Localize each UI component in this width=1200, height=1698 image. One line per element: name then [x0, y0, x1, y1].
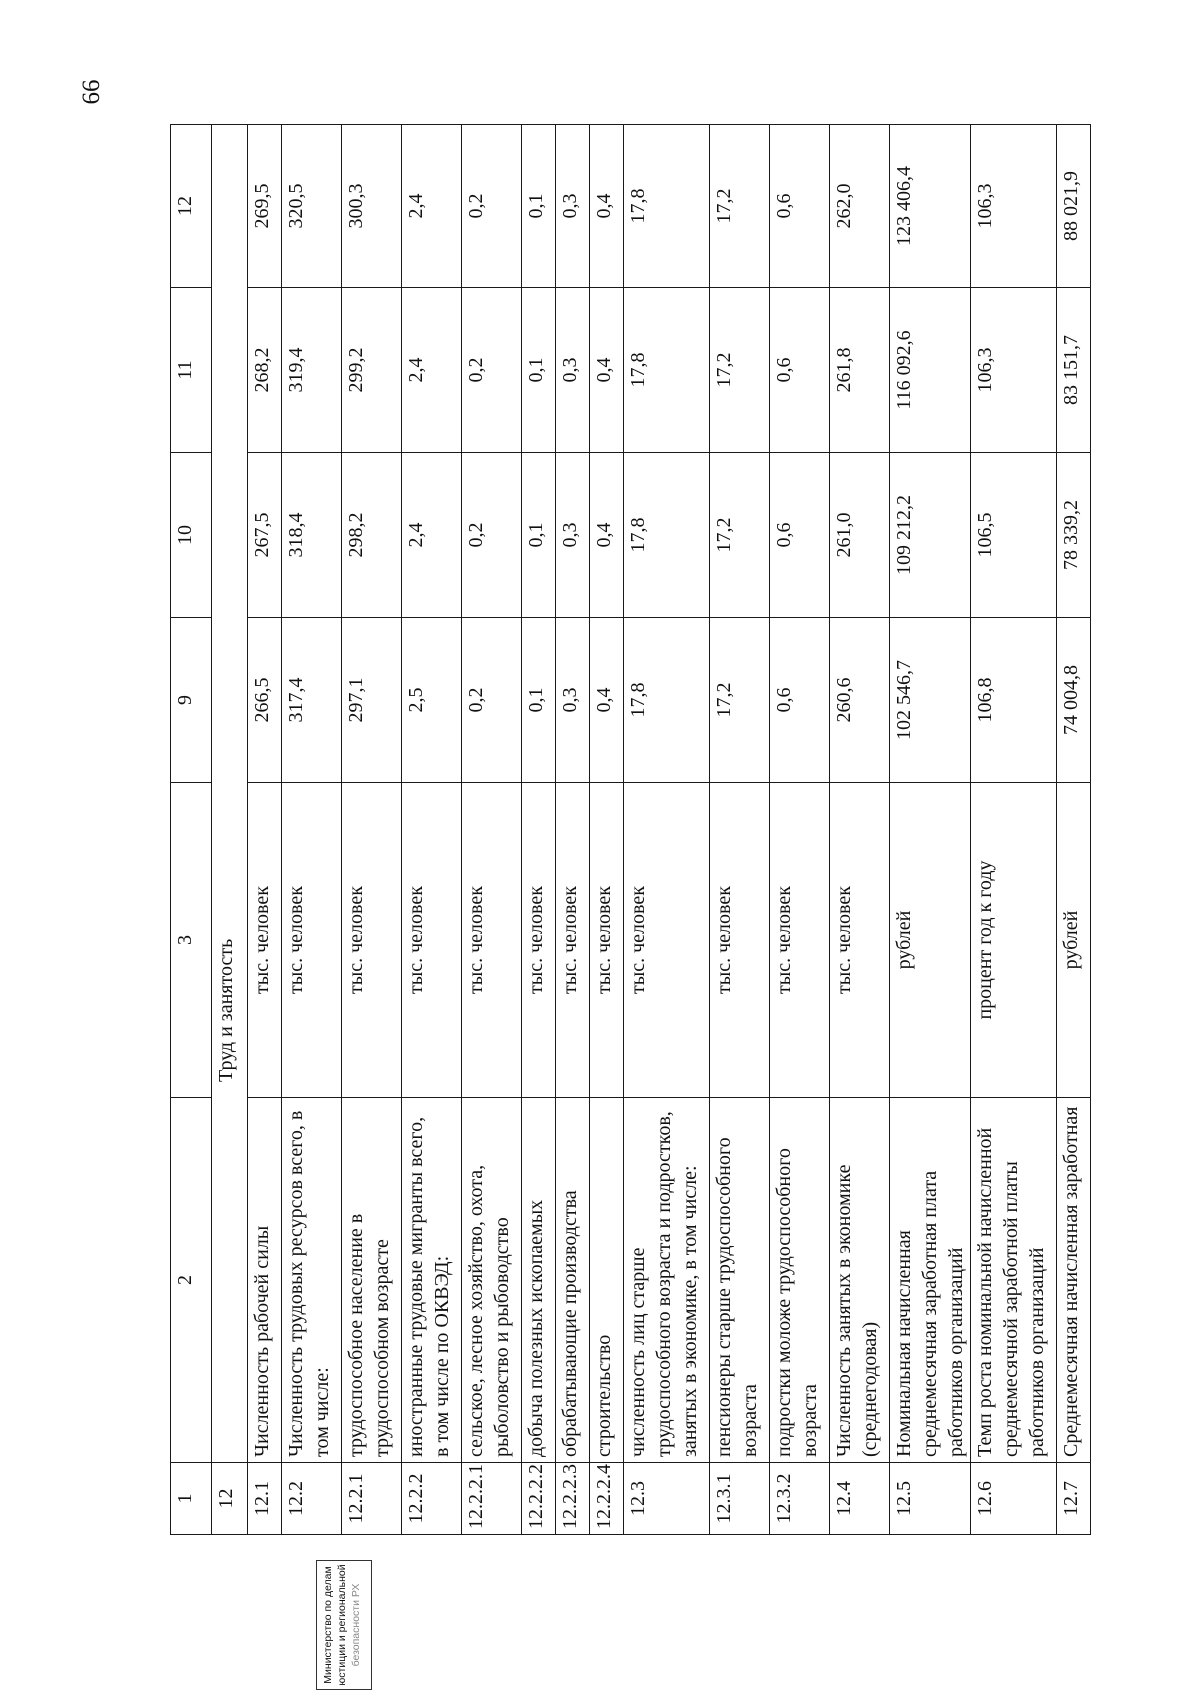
row-code: 12.2.2.3	[556, 1463, 590, 1535]
value-cell: 0,4	[590, 453, 624, 618]
value-cell: 2,5	[402, 618, 462, 783]
page-number: 66	[78, 79, 105, 105]
value-cell: 266,5	[248, 618, 282, 783]
value-cell: 267,5	[248, 453, 282, 618]
value-cell: 297,1	[342, 618, 402, 783]
unit-of-measure: тыс. человек	[624, 783, 710, 1098]
stamp-line-3: безопасности РХ	[350, 1583, 362, 1667]
value-cell: 74 004,8	[1057, 618, 1091, 783]
unit-of-measure: тыс. человек	[342, 783, 402, 1098]
value-cell: 0,6	[770, 125, 830, 288]
value-cell: 106,3	[971, 125, 1057, 288]
column-header: 9	[171, 618, 212, 783]
indicator-name: строительство	[590, 1098, 624, 1463]
table-row	[522, 125, 556, 1535]
value-cell: 318,4	[282, 453, 342, 618]
table-row	[402, 125, 462, 1535]
value-cell: 78 339,2	[1057, 453, 1091, 618]
table-row	[830, 125, 890, 1535]
value-cell: 0,2	[462, 288, 522, 453]
row-code: 12.2.2.1	[462, 1463, 522, 1535]
value-cell: 0,3	[556, 618, 590, 783]
table-row	[971, 125, 1057, 1535]
indicator-name: обрабатывающие производства	[556, 1098, 590, 1463]
indicator-name: иностранные трудовые мигранты всего, в том числе по ОКВЭД:	[402, 1098, 462, 1463]
row-code: 12.2.2.2	[522, 1463, 556, 1535]
section-code: 12	[212, 1463, 248, 1535]
indicator-name: трудоспособное население в трудоспособном возрасте	[342, 1098, 402, 1463]
value-cell: 319,4	[282, 288, 342, 453]
indicator-name: Численность занятых в экономике (среднегодовая)	[830, 1098, 890, 1463]
section-title: Труд и занятость	[212, 125, 248, 1463]
value-cell: 0,1	[522, 288, 556, 453]
table-container	[170, 125, 1082, 1535]
registration-stamp	[316, 1560, 372, 1690]
value-cell: 0,3	[556, 453, 590, 618]
table-row	[890, 125, 971, 1535]
column-header: 11	[171, 288, 212, 453]
unit-of-measure: тыс. человек	[462, 783, 522, 1098]
column-header: 12	[171, 125, 212, 288]
value-cell: 83 151,7	[1057, 288, 1091, 453]
value-cell: 17,2	[710, 125, 770, 288]
row-code: 12.3	[624, 1463, 710, 1535]
table-row	[770, 125, 830, 1535]
indicator-name: подростки моложе трудоспособного возраста	[770, 1098, 830, 1463]
value-cell: 0,2	[462, 618, 522, 783]
row-code: 12.7	[1057, 1463, 1091, 1535]
value-cell: 17,8	[624, 288, 710, 453]
table-row	[282, 125, 342, 1535]
value-cell: 17,8	[624, 125, 710, 288]
row-code: 12.2.1	[342, 1463, 402, 1535]
unit-of-measure: тыс. человек	[248, 783, 282, 1098]
value-cell: 116 092,6	[890, 288, 971, 453]
value-cell: 299,2	[342, 288, 402, 453]
value-cell: 17,8	[624, 618, 710, 783]
row-code: 12.4	[830, 1463, 890, 1535]
value-cell: 2,4	[402, 288, 462, 453]
value-cell: 269,5	[248, 125, 282, 288]
indicator-name: добыча полезных ископаемых	[522, 1098, 556, 1463]
unit-of-measure: тыс. человек	[402, 783, 462, 1098]
value-cell: 320,5	[282, 125, 342, 288]
row-code: 12.5	[890, 1463, 971, 1535]
row-code: 12.2.2	[402, 1463, 462, 1535]
value-cell: 260,6	[830, 618, 890, 783]
unit-of-measure: тыс. человек	[556, 783, 590, 1098]
value-cell: 17,8	[624, 453, 710, 618]
column-header: 1	[171, 1463, 212, 1535]
unit-of-measure: тыс. человек	[590, 783, 624, 1098]
value-cell: 2,4	[402, 453, 462, 618]
value-cell: 2,4	[402, 125, 462, 288]
table-row	[248, 125, 282, 1535]
row-code: 12.2	[282, 1463, 342, 1535]
column-header-row	[171, 125, 212, 1535]
indicator-name: Численность трудовых ресурсов всего, в том числе:	[282, 1098, 342, 1463]
table-row	[342, 125, 402, 1535]
indicator-name: Темп роста номинальной начисленной среднемесячной заработной платы работников организаций	[971, 1098, 1057, 1463]
table-row	[710, 125, 770, 1535]
indicator-name: сельское, лесное хозяйство, охота, рыболовство и рыбоводство	[462, 1098, 522, 1463]
value-cell: 106,8	[971, 618, 1057, 783]
column-header: 3	[171, 783, 212, 1098]
value-cell: 261,8	[830, 288, 890, 453]
value-cell: 0,6	[770, 618, 830, 783]
value-cell: 262,0	[830, 125, 890, 288]
unit-of-measure: рублей	[890, 783, 971, 1098]
indicator-name: Номинальная начисленная среднемесячная заработная плата работников организаций	[890, 1098, 971, 1463]
value-cell: 102 546,7	[890, 618, 971, 783]
row-code: 12.2.2.4	[590, 1463, 624, 1535]
value-cell: 0,2	[462, 453, 522, 618]
value-cell: 0,6	[770, 288, 830, 453]
value-cell: 300,3	[342, 125, 402, 288]
column-header: 2	[171, 1098, 212, 1463]
table-row	[556, 125, 590, 1535]
value-cell: 0,2	[462, 125, 522, 288]
value-cell: 0,3	[556, 288, 590, 453]
indicator-name: численность лиц старше трудоспособного возраста и подростков, занятых в экономике, в том числе:	[624, 1098, 710, 1463]
unit-of-measure: рублей	[1057, 783, 1091, 1098]
value-cell: 298,2	[342, 453, 402, 618]
value-cell: 261,0	[830, 453, 890, 618]
value-cell: 123 406,4	[890, 125, 971, 288]
indicator-name: Численность рабочей силы	[248, 1098, 282, 1463]
unit-of-measure: тыс. человек	[522, 783, 556, 1098]
stamp-line-2: юстиции и региональной	[336, 1564, 348, 1686]
value-cell: 109 212,2	[890, 453, 971, 618]
value-cell: 0,6	[770, 453, 830, 618]
value-cell: 317,4	[282, 618, 342, 783]
unit-of-measure: тыс. человек	[830, 783, 890, 1098]
value-cell: 17,2	[710, 453, 770, 618]
row-code: 12.1	[248, 1463, 282, 1535]
value-cell: 0,4	[590, 288, 624, 453]
table-row	[624, 125, 710, 1535]
row-code: 12.3.1	[710, 1463, 770, 1535]
value-cell: 268,2	[248, 288, 282, 453]
unit-of-measure: тыс. человек	[710, 783, 770, 1098]
indicators-table	[170, 124, 1091, 1535]
table-row	[462, 125, 522, 1535]
row-code: 12.6	[971, 1463, 1057, 1535]
value-cell: 17,2	[710, 618, 770, 783]
table-row	[1057, 125, 1091, 1535]
unit-of-measure: тыс. человек	[770, 783, 830, 1098]
table-row	[590, 125, 624, 1535]
value-cell: 106,3	[971, 288, 1057, 453]
value-cell: 88 021,9	[1057, 125, 1091, 288]
value-cell: 0,1	[522, 125, 556, 288]
indicator-name: Среднемесячная начисленная заработная	[1057, 1098, 1091, 1463]
column-header: 10	[171, 453, 212, 618]
value-cell: 17,2	[710, 288, 770, 453]
value-cell: 0,1	[522, 618, 556, 783]
row-code: 12.3.2	[770, 1463, 830, 1535]
unit-of-measure: процент год к году	[971, 783, 1057, 1098]
section-row	[212, 125, 248, 1535]
unit-of-measure: тыс. человек	[282, 783, 342, 1098]
value-cell: 0,4	[590, 125, 624, 288]
indicator-name: пенсионеры старше трудоспособного возраста	[710, 1098, 770, 1463]
value-cell: 106,5	[971, 453, 1057, 618]
value-cell: 0,3	[556, 125, 590, 288]
value-cell: 0,1	[522, 453, 556, 618]
stamp-line-1: Министерство по делам	[322, 1566, 334, 1684]
value-cell: 0,4	[590, 618, 624, 783]
